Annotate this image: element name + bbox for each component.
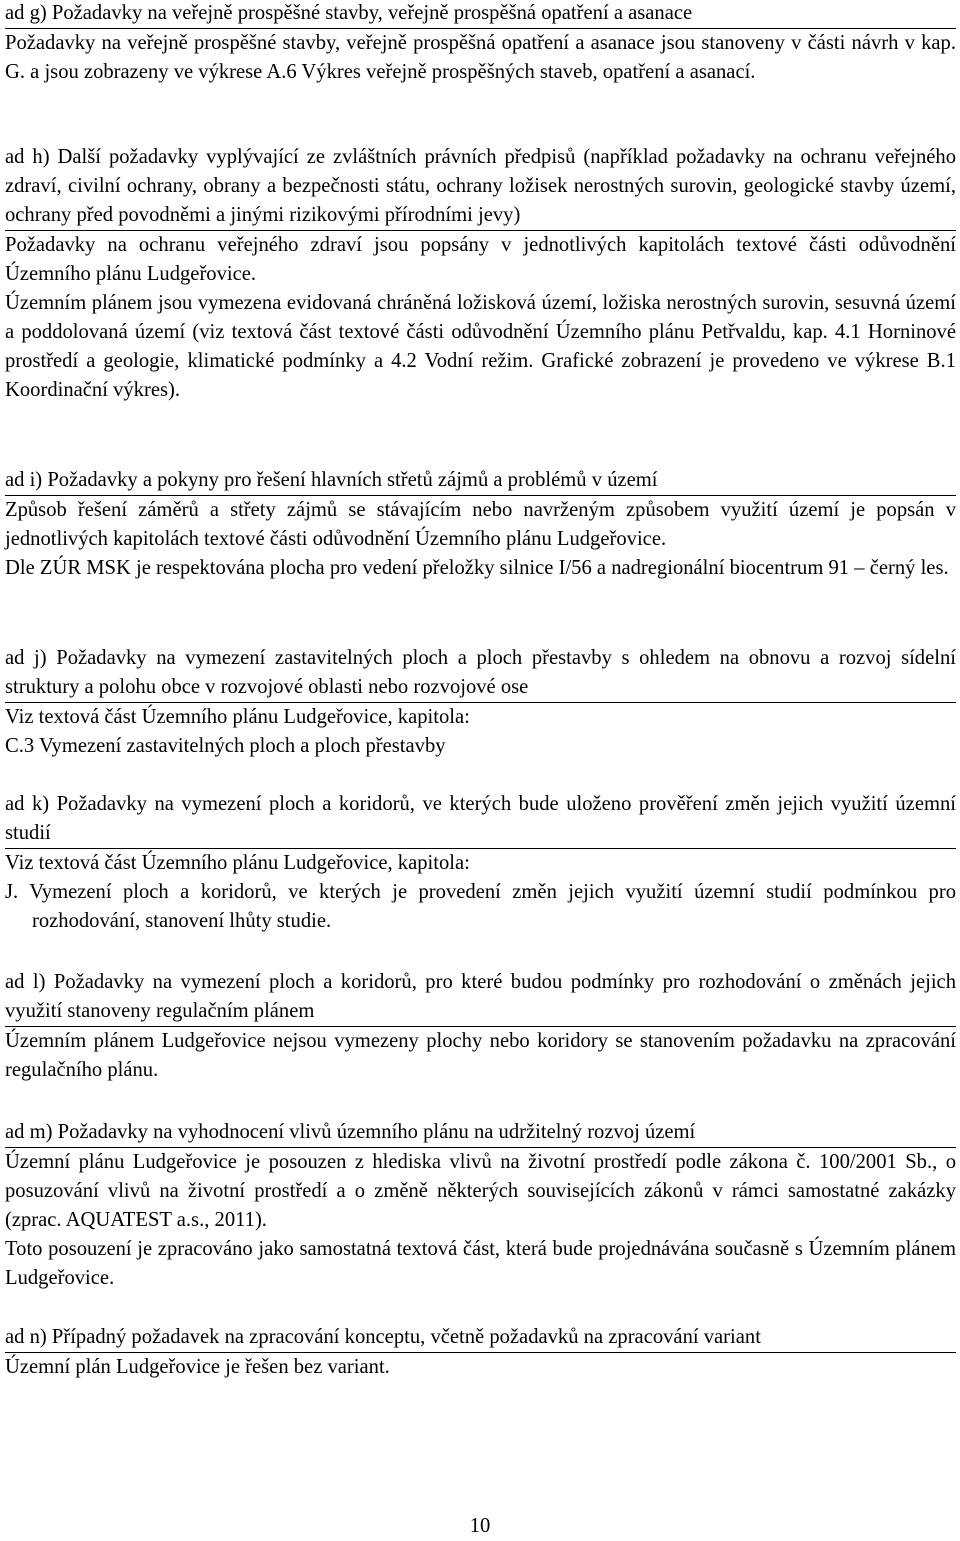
section-i: [5, 466, 956, 583]
section-n-heading: ad n) Případný požadavek na zpracování konceptu, včetně požadavků na zpracování variant: [5, 1323, 956, 1353]
section-g-body: Požadavky na veřejně prospěšné stavby, veřejně prospěšná opatření a asanace jsou stanoveny v části návrh v kap. G. a jsou zobrazeny ve výkrese A.6 Výkres veřejně prospěšných staveb, opatření a asanací.: [5, 32, 956, 83]
section-h-heading: ad h) Další požadavky vyplývající ze zvláštních právních předpisů (například požadavky na ochranu veřejného zdraví, civilní ochrany, obrany a bezpečnosti státu, ochrany ložisek nerostných surovin, geologické stavby území, ochrany před povodněmi a jinými rizikovými přírodními jevy): [5, 143, 956, 231]
section-i-heading: ad i) Požadavky a pokyny pro řešení hlavních střetů zájmů a problémů v území: [5, 466, 956, 496]
section-k-heading: ad k) Požadavky na vymezení ploch a koridorů, ve kterých bude uloženo prověření změn jejich využití územní studií: [5, 790, 956, 849]
page-number: 10: [469, 1515, 491, 1537]
section-k-body-1: Viz textová část Územního plánu Ludgeřovice, kapitola:: [5, 852, 470, 874]
section-h-body-2: Územním plánem jsou vymezena evidovaná chráněná ložisková území, ložiska nerostných surovin, sesuvná území a poddolovaná území (viz textová část textové části odůvodnění Územního plánu Petřvaldu, kap. 4.1 Horninové prostředí a geologie, klimatické podmínky a 4.2 Vodní režim. Grafické zobrazení je provedeno ve výkrese B.1 Koordinační výkres).: [5, 292, 956, 401]
section-j-body-1: Viz textová část Územního plánu Ludgeřovice, kapitola:: [5, 706, 470, 728]
section-g: [5, 0, 956, 87]
section-n-body: Územní plán Ludgeřovice je řešen bez variant.: [5, 1356, 390, 1378]
section-k: [5, 790, 956, 936]
section-j: [5, 644, 956, 761]
section-n: [5, 1323, 956, 1382]
section-m: [5, 1118, 956, 1293]
section-k-body-2: J. Vymezení ploch a koridorů, ve kterých je provedení změn jejich využití územní studií podmínkou pro rozhodování, stanovení lhůty studie.: [5, 881, 956, 932]
section-l: [5, 968, 956, 1085]
section-j-heading: ad j) Požadavky na vymezení zastavitelných ploch a ploch přestavby s ohledem na obnovu a rozvoj sídelní struktury a polohu obce v rozvojové oblasti nebo rozvojové ose: [5, 644, 956, 703]
section-h: [5, 143, 956, 405]
section-l-body: Územním plánem Ludgeřovice nejsou vymezeny plochy nebo koridory se stanovením požadavku na zpracování regulačního plánu.: [5, 1030, 956, 1081]
section-m-body-2: Toto posouzení je zpracováno jako samostatná textová část, která bude projednávána současně s Územním plánem Ludgeřovice.: [5, 1238, 956, 1289]
section-m-heading: ad m) Požadavky na vyhodnocení vlivů územního plánu na udržitelný rozvoj území: [5, 1118, 956, 1148]
section-l-heading: ad l) Požadavky na vymezení ploch a koridorů, pro které budou podmínky pro rozhodování o změnách jejich využití stanoveny regulačním plánem: [5, 968, 956, 1027]
section-g-heading: ad g) Požadavky na veřejně prospěšné stavby, veřejně prospěšná opatření a asanace: [5, 0, 956, 29]
section-h-body-1: Požadavky na ochranu veřejného zdraví jsou popsány v jednotlivých kapitolách textové části odůvodnění Územního plánu Ludgeřovice.: [5, 234, 956, 285]
section-i-body-1: Způsob řešení záměrů a střety zájmů se stávajícím nebo navrženým způsobem využití území je popsán v jednotlivých kapitolách textové části odůvodnění Územního plánu Ludgeřovice.: [5, 499, 956, 550]
section-i-body-2: Dle ZÚR MSK je respektována plocha pro vedení přeložky silnice I/56 a nadregionální biocentrum 91 – černý les.: [5, 557, 949, 579]
section-j-body-2: C.3 Vymezení zastavitelných ploch a ploch přestavby: [5, 735, 446, 757]
section-m-body-1: Územní plánu Ludgeřovice je posouzen z hlediska vlivů na životní prostředí podle zákona č. 100/2001 Sb., o posuzování vlivů na životní prostředí a o změně některých souvisejících zákonů v rámci samostatné zakázky (zprac. AQUATEST a.s., 2011).: [5, 1151, 956, 1231]
